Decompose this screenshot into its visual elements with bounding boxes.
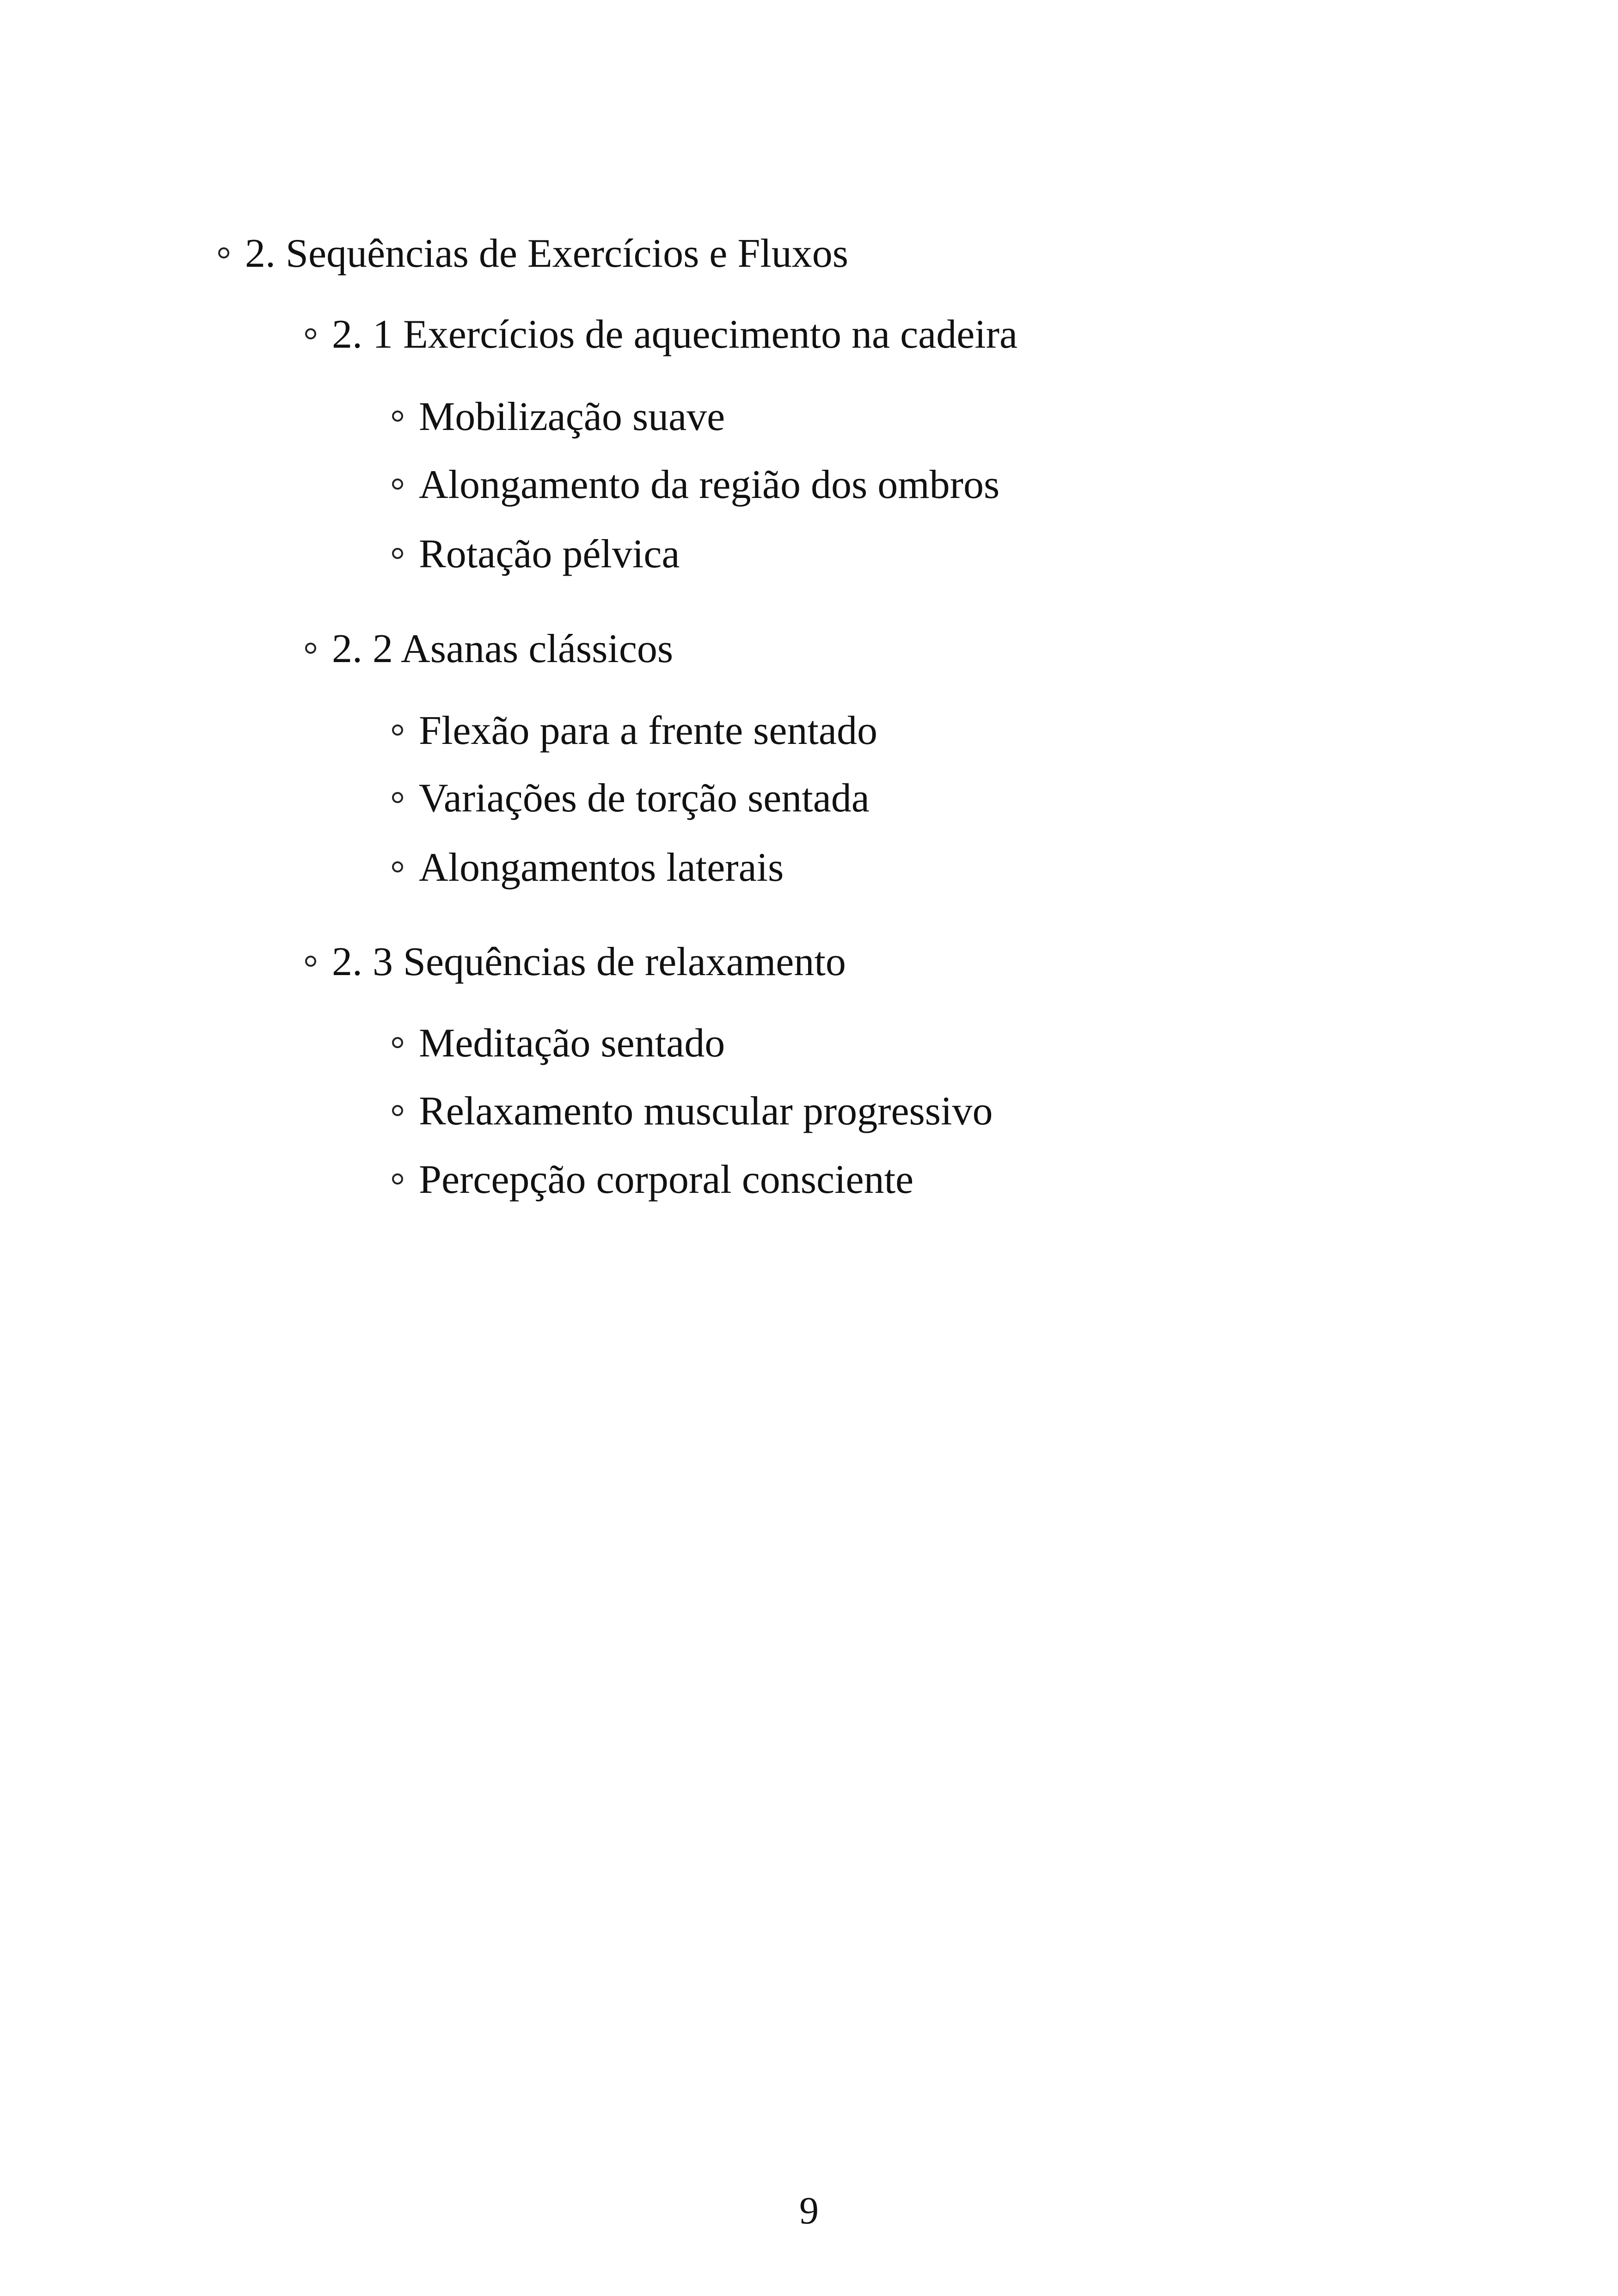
hollow-bullet-icon (392, 792, 403, 803)
list-item-text: Percepção corporal consciente (419, 1157, 914, 1202)
list-item-text: Rotação pélvica (419, 532, 680, 577)
list-item (392, 534, 680, 575)
list-item (392, 394, 725, 439)
hollow-bullet-icon (392, 411, 403, 422)
hollow-bullet-icon (392, 1105, 403, 1116)
list-item-text: Relaxamento muscular progressivo (419, 1089, 993, 1134)
list-item (392, 462, 1000, 507)
list-item-text: Alongamento da região dos ombros (419, 462, 1000, 507)
list-item-text: Meditação sentado (419, 1021, 725, 1066)
list-item-text: Flexão para a frente sentado (419, 708, 877, 753)
hollow-bullet-icon (392, 1173, 403, 1185)
page-number: 9 (799, 2189, 819, 2232)
subsection-title: 2. 3 Sequências de relaxamento (332, 939, 846, 984)
hollow-bullet-icon (218, 247, 229, 258)
outline-subsection (305, 626, 674, 671)
hollow-bullet-icon (305, 643, 316, 654)
list-item (392, 847, 784, 888)
outline-subsection (305, 939, 846, 984)
list-item (392, 1023, 725, 1064)
hollow-bullet-icon (392, 724, 403, 736)
list-item (392, 778, 870, 819)
subsection-title: 2. 2 Asanas clássicos (332, 626, 674, 671)
hollow-bullet-icon (392, 548, 403, 559)
list-item (392, 708, 877, 753)
list-item-text: Variações de torção sentada (419, 776, 870, 821)
hollow-bullet-icon (392, 861, 403, 872)
subsection-title: 2. 1 Exercícios de aquecimento na cadeira (332, 312, 1018, 357)
hollow-bullet-icon (305, 328, 316, 339)
hollow-bullet-icon (392, 1037, 403, 1048)
list-item (392, 1091, 993, 1132)
outline-subsection (305, 314, 1017, 355)
list-item (392, 1157, 914, 1202)
hollow-bullet-icon (392, 479, 403, 490)
hollow-bullet-icon (305, 956, 316, 967)
list-item-text: Mobilização suave (419, 394, 725, 439)
section-title: 2. Sequências de Exercícios e Fluxos (245, 231, 849, 276)
list-item-text: Alongamentos laterais (419, 845, 784, 890)
outline-section (218, 233, 848, 274)
